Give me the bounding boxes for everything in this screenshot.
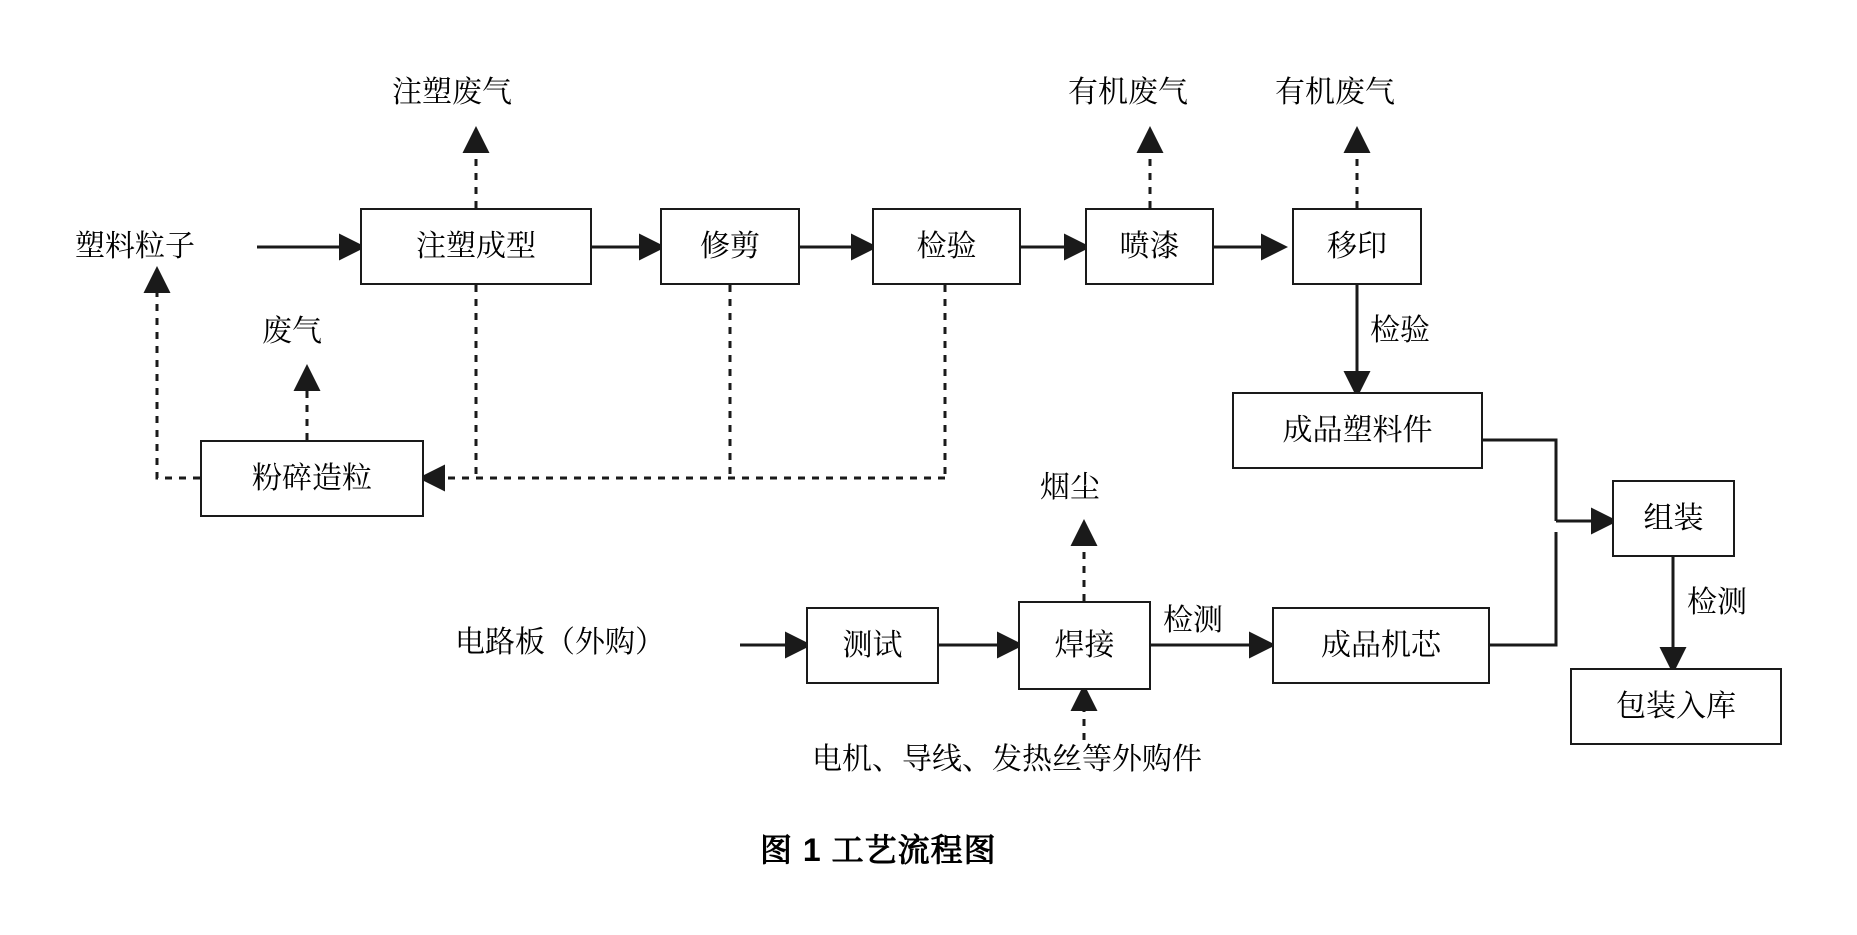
node-trimming-label: 修剪 — [700, 229, 760, 263]
node-inspection-label: 检验 — [916, 229, 977, 263]
node-finished-movement-label: 成品机芯 — [1321, 628, 1441, 662]
node-assembly[interactable] — [1612, 480, 1735, 557]
label-waste-injection: 注塑废气 — [392, 76, 512, 109]
node-pad-printing[interactable] — [1292, 208, 1422, 285]
node-finished-plastic-part[interactable] — [1232, 392, 1483, 469]
node-testing[interactable] — [806, 607, 939, 684]
node-crushing-granulation[interactable] — [200, 440, 424, 517]
node-welding-label: 焊接 — [1054, 628, 1115, 662]
node-finished-plastic-part-label: 成品塑料件 — [1282, 413, 1433, 447]
node-assembly-label: 组装 — [1643, 501, 1704, 535]
label-edge-detect-after-assembly: 检测 — [1687, 586, 1747, 619]
node-injection-label: 注塑成型 — [416, 229, 536, 263]
node-crushing-granulation-label: 粉碎造粒 — [252, 461, 372, 495]
node-spraying[interactable] — [1085, 208, 1214, 285]
figure-caption: 图 1 工艺流程图 — [760, 832, 997, 868]
label-waste-gas: 废气 — [262, 315, 322, 348]
label-input-pcb: 电路板（外购） — [455, 626, 665, 659]
node-injection[interactable] — [360, 208, 592, 285]
node-testing-label: 测试 — [842, 628, 903, 662]
node-packaging-warehousing[interactable] — [1570, 668, 1782, 745]
node-spraying-label: 喷漆 — [1119, 229, 1180, 263]
label-waste-organic-1: 有机废气 — [1068, 76, 1188, 109]
node-inspection[interactable] — [872, 208, 1021, 285]
label-waste-organic-2: 有机废气 — [1275, 76, 1395, 109]
label-input-purchased-parts: 电机、导线、发热丝等外购件 — [812, 743, 1202, 776]
node-welding[interactable] — [1018, 601, 1151, 690]
label-edge-detect-after-welding: 检测 — [1163, 604, 1223, 637]
label-waste-smoke: 烟尘 — [1040, 471, 1100, 504]
node-packaging-warehousing-label: 包装入库 — [1616, 689, 1736, 723]
label-edge-inspect-after-padprint: 检验 — [1370, 314, 1430, 347]
label-input-pellets: 塑料粒子 — [75, 230, 195, 263]
node-trimming[interactable] — [660, 208, 800, 285]
node-finished-movement[interactable] — [1272, 607, 1490, 684]
node-pad-printing-label: 移印 — [1327, 229, 1387, 263]
